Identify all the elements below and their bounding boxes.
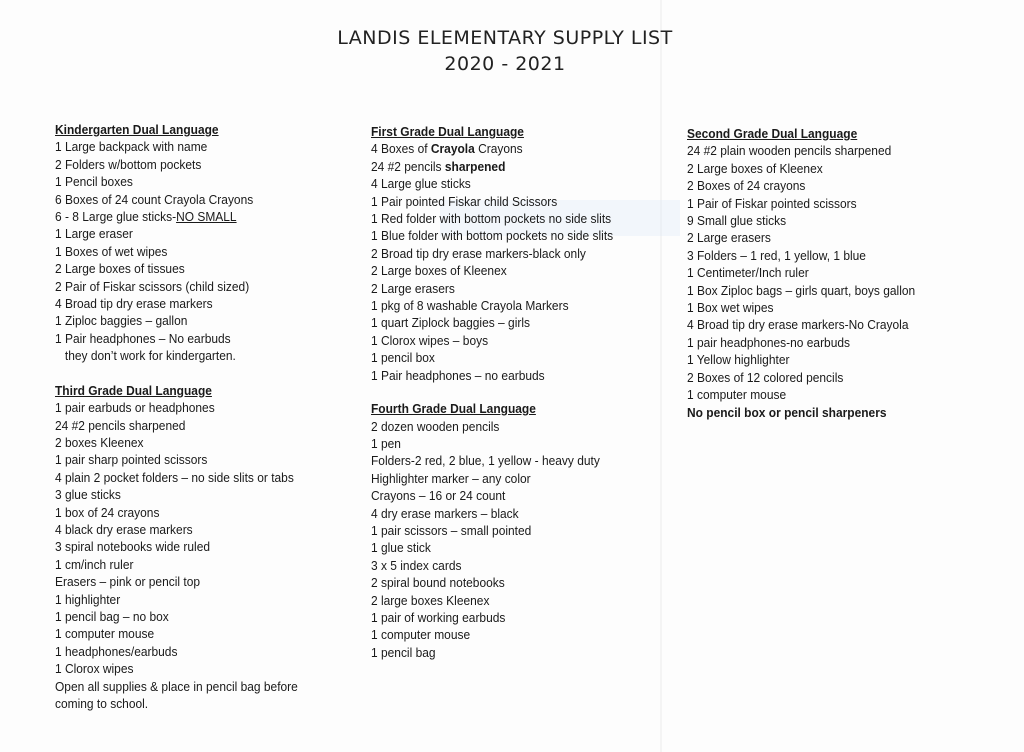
list-item: 1 Boxes of wet wipes: [55, 243, 168, 259]
list-item: [371, 140, 613, 157]
list-item: 6 Boxes of 24 count Crayola Crayons: [55, 191, 254, 207]
list-item: 1 Centimeter/Inch ruler: [687, 265, 809, 281]
list-item: 1 Box wet wipes: [687, 300, 774, 316]
list-item: 1 pkg of 8 washable Crayola Markers: [371, 298, 569, 314]
list-item: 4 black dry erase markers: [55, 521, 193, 537]
list-item: 1 Box Ziploc bags – girls quart, boys gallon: [687, 282, 916, 298]
list-item: 3 x 5 index cards: [371, 557, 462, 573]
column-right: [687, 125, 915, 421]
list-item: 24 #2 plain wooden pencils sharpened: [687, 143, 892, 159]
list-item: 1 computer mouse: [55, 626, 155, 642]
list-item-text: 4 Boxes of: [371, 141, 431, 157]
list-item: 1 Large eraser: [55, 226, 133, 242]
list-item: 1 pencil bag: [371, 644, 436, 660]
list-item: 1 Clorox wipes: [55, 661, 134, 677]
list-item: Erasers – pink or pencil top: [55, 574, 201, 590]
third-grade-heading: Third Grade Dual Language: [55, 382, 212, 398]
list-item: 1 computer mouse: [371, 627, 471, 643]
list-item: 2 Large erasers: [687, 230, 771, 246]
list-item: 2 Large boxes of Kleenex: [687, 160, 823, 176]
list-item-text: 6 - 8 Large glue sticks-: [55, 209, 177, 225]
list-item: 1 highlighter: [55, 591, 121, 607]
list-item: 4 Large glue sticks: [371, 176, 471, 192]
list-item: 1 box of 24 crayons: [55, 504, 160, 520]
list-item: 1 cm/inch ruler: [55, 556, 134, 572]
list-item: No pencil box or pencil sharpeners: [687, 404, 887, 420]
paper-crease: [660, 0, 662, 752]
column-left: [55, 121, 298, 712]
list-item: 1 Blue folder with bottom pockets no side slits: [371, 228, 614, 244]
list-item: 24 #2 pencils sharpened: [55, 417, 186, 433]
list-item: 2 large boxes Kleenex: [371, 592, 490, 608]
list-item: 2 Large boxes of Kleenex: [371, 263, 507, 279]
list-item: 3 spiral notebooks wide ruled: [55, 539, 211, 555]
kindergarten-heading: Kindergarten Dual Language: [55, 122, 219, 137]
list-item: 2 Boxes of 24 crayons: [687, 178, 806, 194]
list-item: Highlighter marker – any color: [371, 470, 531, 486]
list-item: 2 Folders w/bottom pockets: [55, 156, 202, 172]
list-item: 1 Pair headphones – no earbuds: [371, 367, 545, 383]
list-item: 1 pair scissors – small pointed: [371, 522, 532, 538]
list-item: [55, 208, 298, 225]
list-item: 1 Ziploc baggies – gallon: [55, 313, 188, 329]
list-item: [371, 158, 613, 175]
list-item: 1 pen: [371, 435, 401, 451]
list-item: Crayons – 16 or 24 count: [371, 488, 506, 504]
list-item-emphasis: NO SMALL: [176, 209, 237, 225]
list-item: 1 Pair of Fiskar pointed scissors: [687, 195, 857, 211]
document-year: 2020 - 2021: [444, 53, 566, 75]
list-item: 2 dozen wooden pencils: [371, 418, 500, 434]
list-item: 1 computer mouse: [687, 387, 787, 403]
list-item: 3 Folders – 1 red, 1 yellow, 1 blue: [687, 247, 866, 263]
list-item: 1 headphones/earbuds: [55, 643, 178, 659]
list-item: 1 quart Ziplock baggies – girls: [371, 315, 530, 331]
list-item: Folders-2 red, 2 blue, 1 yellow - heavy duty: [371, 453, 600, 469]
list-item: 4 Broad tip dry erase markers: [55, 296, 213, 312]
list-item: 1 pencil box: [371, 350, 435, 366]
list-item: 1 pair earbuds or headphones: [55, 400, 215, 416]
list-item: 2 Boxes of 12 colored pencils: [687, 369, 844, 385]
list-item: 2 Pair of Fiskar scissors (child sized): [55, 278, 250, 294]
list-item: they don’t work for kindergarten.: [64, 348, 236, 364]
list-item: 1 Pair headphones – No earbuds: [55, 330, 231, 346]
second-grade-heading: Second Grade Dual Language: [687, 126, 858, 141]
list-item: coming to school.: [55, 696, 149, 711]
document-title: LANDIS ELEMENTARY SUPPLY LIST: [337, 27, 673, 49]
list-item: 2 spiral bound notebooks: [371, 575, 505, 591]
list-item: 1 Clorox wipes – boys: [371, 332, 489, 348]
list-item: 1 pair headphones-no earbuds: [687, 334, 851, 350]
list-item: 1 Yellow highlighter: [687, 352, 790, 368]
list-item: 4 plain 2 pocket folders – no side slits or tabs: [55, 469, 294, 485]
list-item: 4 Broad tip dry erase markers-No Crayola: [687, 317, 909, 333]
list-item-text: 24 #2 pencils: [371, 158, 445, 174]
list-item: 1 pair of working earbuds: [371, 609, 506, 625]
column-middle: [371, 123, 613, 661]
list-item: 2 Large erasers: [371, 280, 455, 296]
list-item-emphasis: Crayola: [430, 141, 475, 157]
list-item: 9 Small glue sticks: [687, 213, 787, 229]
list-item: 1 pair sharp pointed scissors: [55, 452, 208, 468]
list-item: 1 Large backpack with name: [55, 139, 208, 155]
list-item: Open all supplies & place in pencil bag before: [55, 678, 298, 694]
list-item: 1 Pair pointed Fiskar child Scissors: [371, 193, 558, 209]
list-item: 2 Broad tip dry erase markers-black only: [371, 245, 586, 261]
list-item: 2 boxes Kleenex: [55, 434, 144, 450]
list-item: 2 Large boxes of tissues: [55, 261, 185, 277]
list-item-text: Crayons: [474, 141, 523, 157]
list-item: 3 glue sticks: [55, 487, 121, 503]
list-item-emphasis: sharpened: [444, 158, 506, 174]
list-item: 1 pencil bag – no box: [55, 608, 169, 624]
list-item: 1 glue stick: [371, 540, 431, 556]
list-item: 1 Red folder with bottom pockets no side slits: [371, 211, 612, 227]
fourth-grade-heading: Fourth Grade Dual Language: [371, 401, 536, 417]
first-grade-heading: First Grade Dual Language: [371, 124, 524, 139]
list-item: 4 dry erase markers – black: [371, 505, 519, 521]
list-item: 1 Pencil boxes: [55, 174, 133, 190]
